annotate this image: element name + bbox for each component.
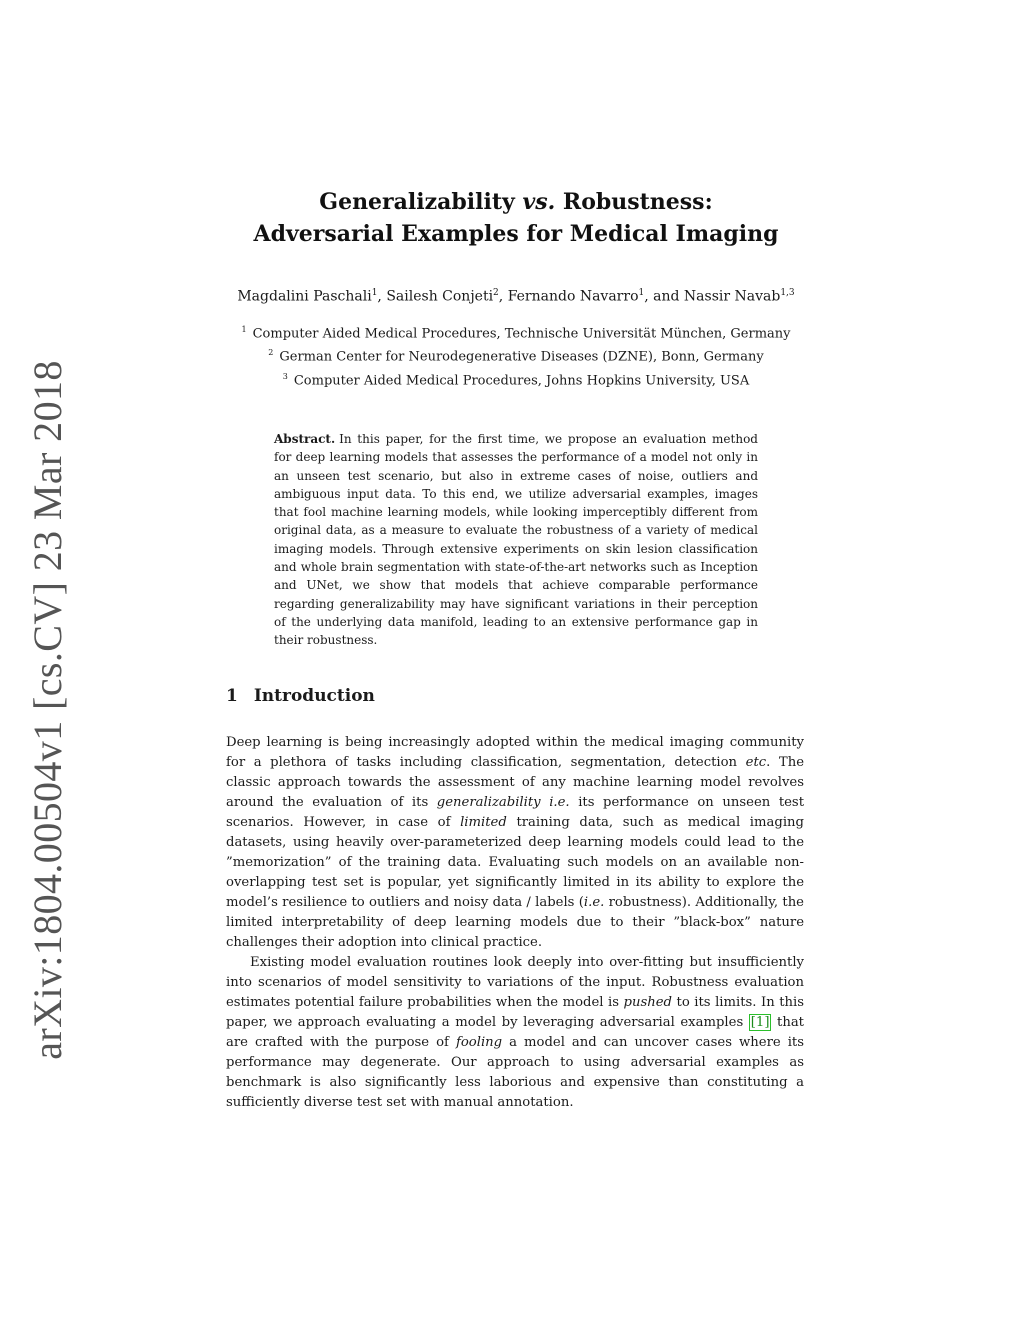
author-affil-mark: 1 <box>638 288 645 298</box>
author-affil-mark: 1,3 <box>780 288 795 298</box>
author: Sailesh Conjeti <box>386 288 494 305</box>
abstract-label: Abstract. <box>274 432 336 446</box>
author: Magdalini Paschali <box>237 288 372 305</box>
author: Fernando Navarro <box>507 288 639 305</box>
title-line-1: Generalizability vs. Robustness: <box>319 189 713 215</box>
arxiv-watermark: arXiv:1804.00504v1 [cs.CV] 23 Mar 2018 <box>24 360 70 1060</box>
citation-link[interactable]: [1] <box>750 1015 770 1030</box>
author-affil-mark: 2 <box>493 288 499 298</box>
author-affil-mark: 1 <box>371 288 378 298</box>
affiliation: $^3$ Computer Aided Medical Procedures, Johns Hopkins University, USA <box>282 371 750 388</box>
title-vs: vs. <box>522 189 556 215</box>
affiliation: $^1$ Computer Aided Medical Procedures, Technische Universität München, Germany <box>241 325 791 342</box>
affiliations <box>226 320 806 390</box>
paragraph: Existing model evaluation routines look deeply into over-fitting but insufficiently into scenarios of model sensitivity to variations of the input. Robustness evaluation estimates potential failure probabilities when the model is pushed to its limits. In this paper, we approach evaluating a model by leveraging adversarial examples [1] that are crafted with the purpose of fooling a model and can uncover cases where its performance may degenerate. Our approach to using adversarial examples as benchmark is also significantly less laborious and expensive than constituting a sufficiently diverse test set with manual annotation. <box>226 955 804 1110</box>
section-heading <box>226 686 375 706</box>
abstract <box>274 430 758 650</box>
abstract-text: In this paper, for the first time, we propose an evaluation method for deep learning models that assesses the performance of a model not only in an unseen test scenario, but also in extreme cases of noise, outliers and ambiguous input data. To this end, we utilize adversarial examples, images that fool machine learning models, while looking imperceptibly different from original data, as a measure to evaluate the robustness of a variety of medical imaging models. Through extensive experiments on skin lesion classification and whole brain segmentation with state-of-the-art networks such as Inception and UNet, we show that models that achieve comparable performance regarding generalizability may have significant variations in their perception of the underlying data manifold, leading to an extensive performance gap in their robustness. <box>274 432 758 648</box>
section-number: 1 <box>226 686 238 706</box>
author-list: Magdalini Paschali$^1$, Sailesh Conjeti$^2$, Fernando Navarro$^1$, and Nassir Navab$^{1,3}$ <box>237 288 795 305</box>
paper-title <box>226 186 806 250</box>
title-line-2: Adversarial Examples for Medical Imaging <box>253 221 779 247</box>
affiliation: $^2$ German Center for Neurodegenerative Diseases (DZNE), Bonn, Germany <box>268 348 764 365</box>
introduction-body <box>226 733 804 1113</box>
author: Nassir Navab <box>683 288 781 305</box>
paragraph: Deep learning is being increasingly adopted within the medical imaging community for a plethora of tasks including classification, segmentation, detection etc. The classic approach towards the assessment of any machine learning model revolves around the evaluation of its generalizability i.e. its performance on unseen test scenarios. However, in case of limited training data, such as medical imaging datasets, using heavily over-parameterized deep learning models could lead to the ”memorization” of the training data. Evaluating such models on an available non-overlapping test set is popular, yet significantly limited in its ability to explore the model’s resilience to outliers and noisy data / labels (i.e. robustness). Additionally, the limited interpretability of deep learning models due to their ”black-box” nature challenges their adoption into clinical practice. <box>226 735 804 950</box>
section-title: Introduction <box>253 686 375 706</box>
